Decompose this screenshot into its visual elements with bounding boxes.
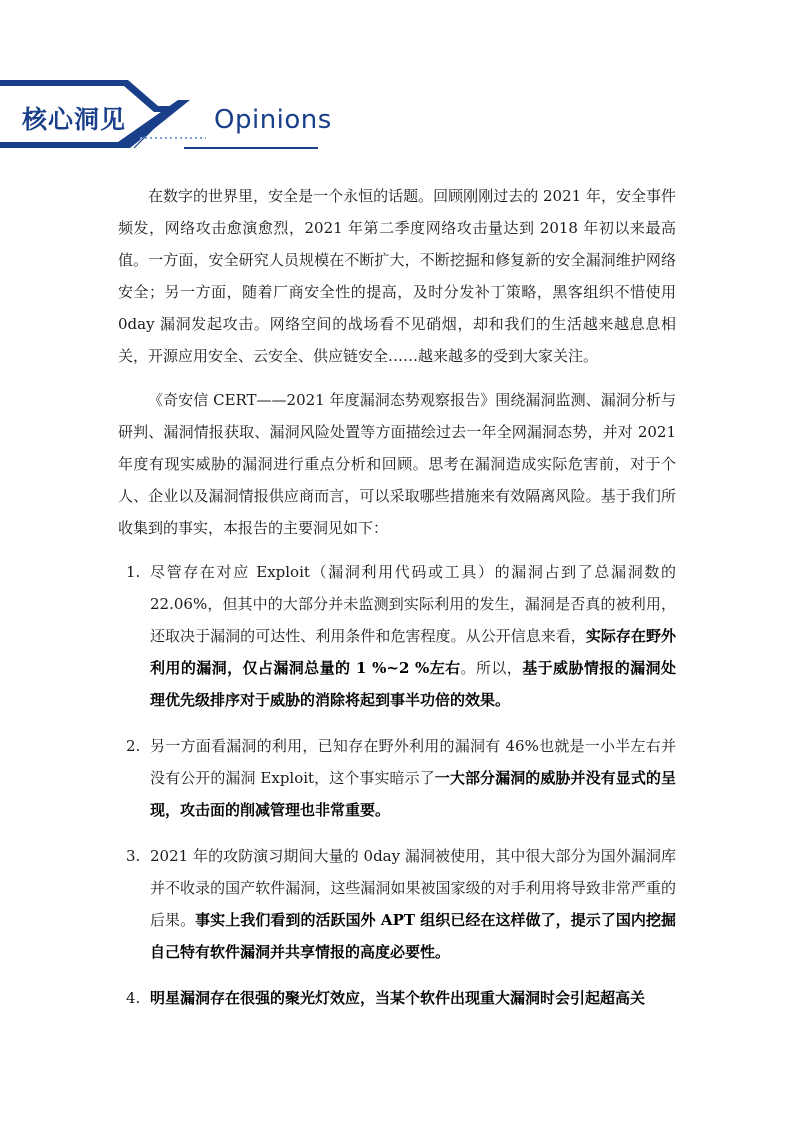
insight-number: 2. [126,737,141,755]
insight-text: 另一方面看漏洞的利用，已知存在野外利用的漏洞有 46%也就是一小半左右并没有公开的漏洞 Exploit，这个事实暗示了 [150,737,676,787]
insight-highlight: 一大部分漏洞的威胁并没有显式的呈现，攻击面的削减管理也非常重要。 [150,769,676,819]
insight-highlight: 明星漏洞存在很强的聚光灯效应，当某个软件出现重大漏洞时会引起超高关 [150,989,646,1007]
section-subtitle: Opinions [214,105,332,135]
header-decoration [0,0,793,170]
insight-text: 。所以， [460,659,523,677]
insight-highlight: 基于威胁情报的漏洞处理优先级排序对于威胁的消除将起到事半功倍的效果。 [150,659,676,709]
insight-number: 4. [126,989,141,1007]
insight-number: 1. [126,563,141,581]
insight-highlight: 事实上我们看到的活跃国外 APT 组织已经在这样做了，提示了国内挖掘自己特有软件漏洞并共享情报的高度必要性。 [150,911,676,961]
insight-item-3 [118,840,676,968]
insight-item-4 [118,982,676,1014]
main-content [118,180,676,1028]
insights-list [118,556,676,1014]
page-header [0,0,793,170]
insight-number: 3. [126,847,141,865]
insight-highlight: 实际存在野外利用的漏洞，仅占漏洞总量的 1 %~2 %左右 [150,627,676,677]
insight-text: 尽管存在对应 Exploit（漏洞利用代码或工具）的漏洞占到了总漏洞数的 22.06%，但其中的大部分并未监测到实际利用的发生，漏洞是否真的被利用，还取决于漏洞的可达性、利用条件和危害程度。从公开信息来看， [150,563,676,645]
intro-paragraph-1: 在数字的世界里，安全是一个永恒的话题。回顾刚刚过去的 2021 年，安全事件频发，网络攻击愈演愈烈，2021 年第二季度网络攻击量达到 2018 年初以来最高值。一方面，安全研究人员规模在不断扩大，不断挖掘和修复新的安全漏洞维护网络安全；另一方面，随着厂商安全性的提高，及时分发补丁策略，黑客组织不惜使用 0day 漏洞发起攻击。网络空间的战场看不见硝烟，却和我们的生活越来越息息相关，开源应用安全、云安全、供应链安全……越来越多的受到大家关注。 [118,187,676,365]
section-title: 核心洞见 [22,105,127,134]
insight-item-2 [118,730,676,826]
insight-text: 2021 年的攻防演习期间大量的 0day 漏洞被使用，其中很大部分为国外漏洞库并不收录的国产软件漏洞，这些漏洞如果被国家级的对手利用将导致非常严重的后果。 [150,847,676,929]
insight-item-1 [118,556,676,716]
intro-paragraph-2: 《奇安信 CERT——2021 年度漏洞态势观察报告》围绕漏洞监测、漏洞分析与研判、漏洞情报获取、漏洞风险处置等方面描绘过去一年全网漏洞态势，并对 2021 年度有现实威胁的漏洞进行重点分析和回顾。思考在漏洞造成实际危害前，对于个人、企业以及漏洞情报供应商而言，可以采取哪些措施来有效隔离风险。基于我们所收集到的事实，本报告的主要洞见如下： [118,391,676,537]
